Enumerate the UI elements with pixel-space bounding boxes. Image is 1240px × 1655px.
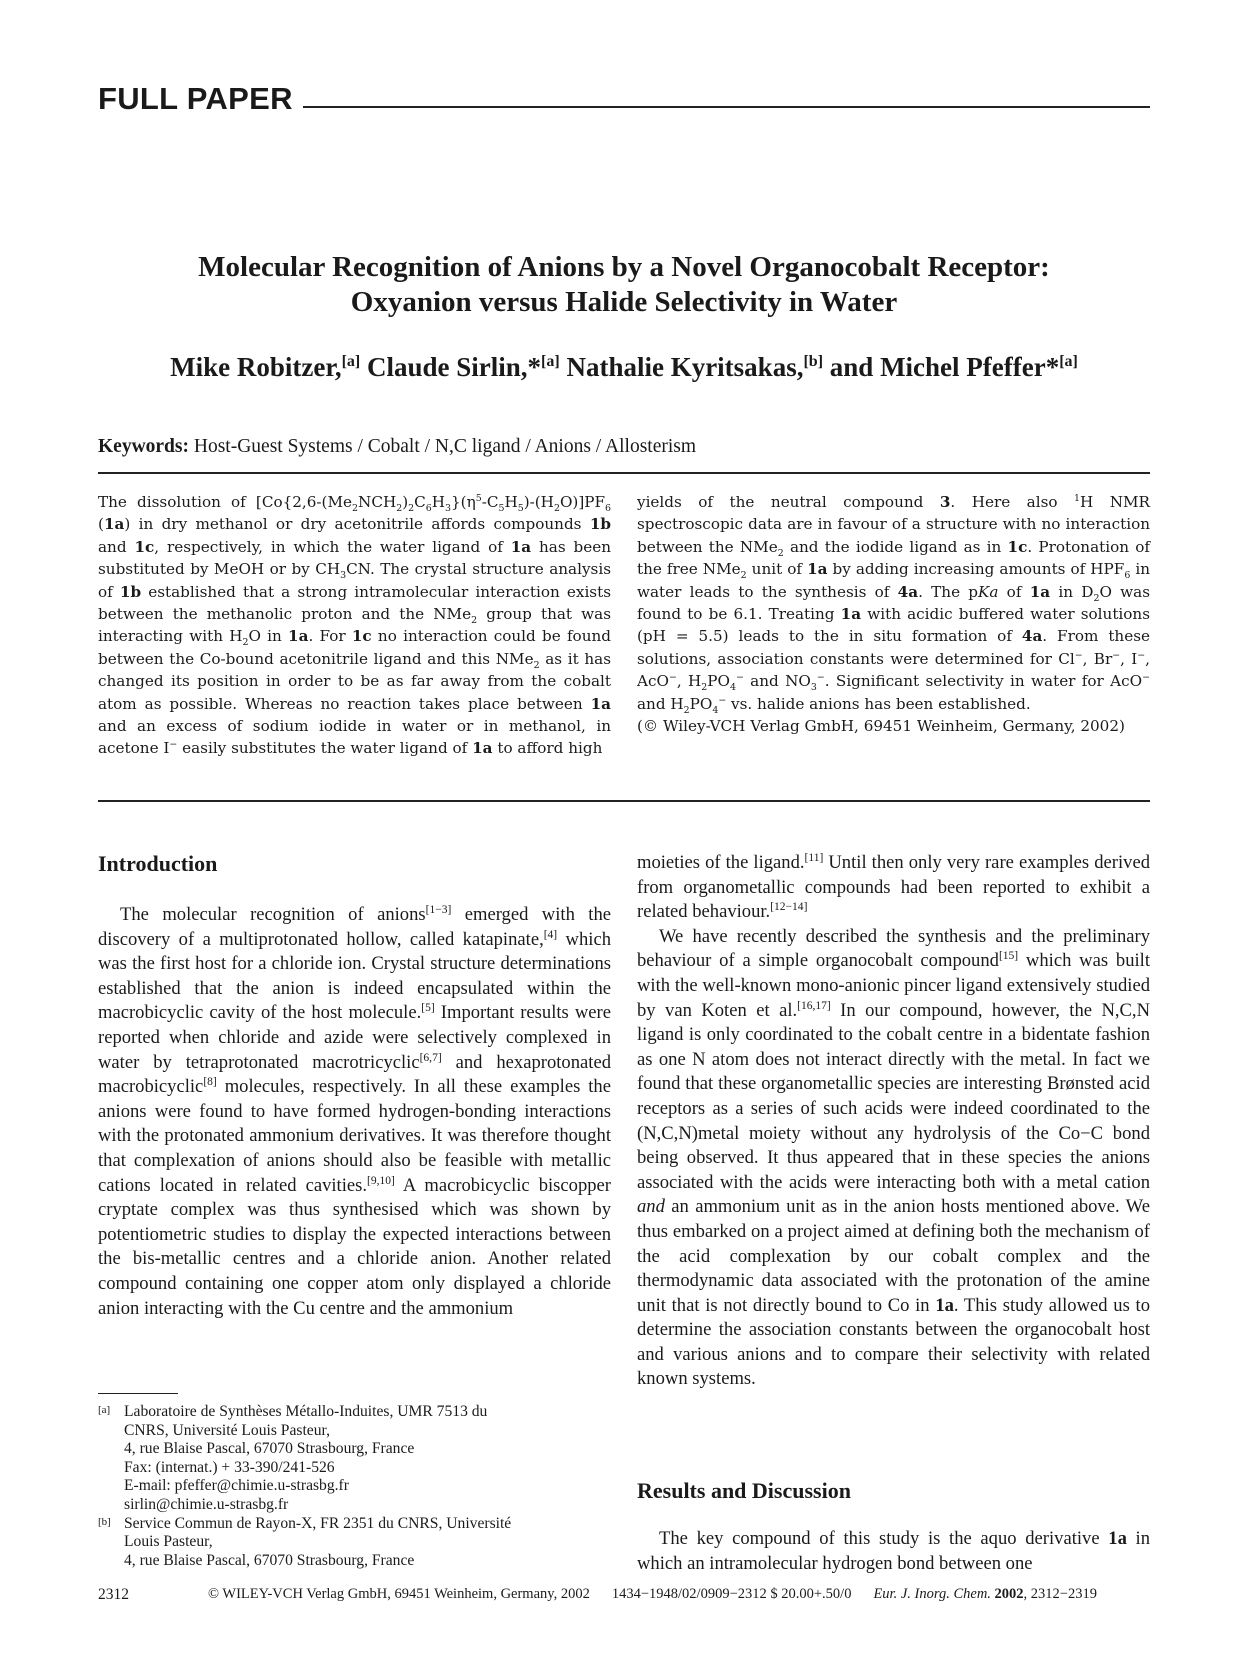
author: Claude Sirlin,*[a]	[367, 352, 560, 382]
author: Nathalie Kyritsakas,[b]	[566, 352, 824, 382]
page-footer	[98, 1586, 1150, 1604]
author-list	[98, 352, 1150, 383]
section-heading-introduction: Introduction	[98, 851, 218, 876]
footnote-b: [b] Service Commun de Rayon-X, FR 2351 du CNRS, Université Louis Pasteur, 4, rue Blaise Pascal, 67070 Strasbourg, France	[98, 1514, 512, 1569]
keywords	[98, 436, 1150, 458]
abstract-bottom-rule	[98, 800, 1150, 802]
abstract-left-column: The dissolution of $[Co\{2,6-(Me_2NCH_2)_2C_6H_3\}(\eta^5-C_5H_5)-(H_2O)]PF_6$ (1a) in dry methanol or dry acetonitrile affords compounds 1b and 1c, respectively, in which the water ligand of 1a has been substituted by MeOH or by $CH_3CN$. The crystal structure analysis of 1b established that a strong intramolecular interaction exists between the methanolic proton and the NMe$_2$ group that was interacting with $H_2O$ in 1a. For 1c no interaction could be found between the Co-bound acetonitrile ligand and this NMe$_2$ as it has changed its position in order to be as far away from the cobalt atom as possible. Whereas no reaction takes place between 1a and an excess of sodium iodide in water or in methanol, in acetone I− easily substitutes the water ligand of 1a to afford high	[98, 492, 611, 758]
author: and Michel Pfeffer*[a]	[829, 352, 1078, 382]
footnote-a: [a] Laboratoire de Synthèses Métallo-Induites, UMR 7513 du CNRS, Université Louis Pasteur, 4, rue Blaise Pascal, 67070 Strasbourg, France Fax: (internat.) + 33-390/241-526 E-mail: pfeffer@chimie.u-strasbg.fr sirlin@chimie.u-strasbg.fr	[98, 1403, 488, 1513]
article-type-label: FULL PAPER	[98, 81, 293, 116]
section-heading-results: Results and Discussion	[637, 1478, 851, 1503]
keywords-text: Host-Guest Systems / Cobalt / N,C ligand / Anions / Allosterism	[193, 436, 697, 457]
affiliation-footnotes	[98, 1393, 611, 1570]
footnote-rule	[98, 1393, 178, 1394]
footer-copyright: © WILEY-VCH Verlag GmbH, 69451 Weinheim, Germany, 2002	[208, 1586, 590, 1602]
author: Mike Robitzer,[a]	[170, 352, 361, 382]
keywords-label: Keywords:	[98, 436, 189, 457]
article-title: Molecular Recognition of Anions by a Novel Organocobalt Receptor: Oxyanion versus Halide Selectivity in Water	[198, 251, 1050, 318]
body-right-column-continued: The key compound of this study is the aquo derivative 1a in which an intramolecular hydrogen bond between one	[637, 1528, 1150, 1574]
body-left-column: The molecular recognition of anions[1−3] emerged with the discovery of a multiprotonated hollow, called katapinate,[4] which was the first host for a chloride ion. Crystal structure determinations established that the anion is indeed encapsulated within the macrobicyclic cavity of the host molecule.[5] Important results were reported when chloride and azide were selectively complexed in water by tetraprotonated macrotricyclic[6,7] and hexaprotonated macrobicyclic[8] molecules, respectively. In all these examples the anions were found to have formed hydrogen-bonding interactions with the protonated ammonium derivatives. It was therefore thought that complexation of anions should also be feasible with metallic cations located in related cavities.[9,10] A macrobicyclic biscopper cryptate complex was thus synthesised which was shown by potentiometric studies to display the expected interactions between the bis-metallic centres and a chloride anion. Another related compound containing one copper atom only displayed a chloride anion interacting with the Cu centre and the ammonium	[98, 903, 611, 1319]
abstract-right-column: yields of the neutral compound 3. Here also $^1$H NMR spectroscopic data are in favour of a structure with no interaction between the NMe$_2$ and the iodide ligand as in 1c. Protonation of the free NMe$_2$ unit of 1a by adding increasing amounts of $HPF_6$ in water leads to the synthesis of 4a. The pKa of 1a in $D_2O$ was found to be 6.1. Treating 1a with acidic buffered water solutions (pH = 5.5) leads to the in situ formation of 4a. From these solutions, association constants were determined for Cl−, Br−, I−, AcO−, $H_2PO_4^-$ and $NO_3^-$. Significant selectivity in water for AcO− and $H_2PO_4^-$ vs. halide anions has been established. (© Wiley-VCH Verlag GmbH, 69451 Weinheim, Germany, 2002)	[637, 492, 1151, 736]
footer-citation: Eur. J. Inorg. Chem. 2002, 2312−2319	[873, 1586, 1097, 1602]
abstract-top-rule	[98, 472, 1150, 474]
running-header	[98, 78, 1150, 114]
header-rule	[303, 106, 1150, 108]
footer-code: 1434−1948/02/0909−2312 $ 20.00+.50/0	[611, 1586, 852, 1602]
page-number: 2312	[98, 1586, 129, 1603]
body-right-column: moieties of the ligand.[11] Until then only very rare examples derived from organometallic compounds had been reported to exhibit a related behaviour.[12−14] We have recently described the synthesis and the preliminary behaviour of a simple organocobalt compound[15] which was built with the well-known mono-anionic pincer ligand extensively studied by van Koten et al.[16,17] In our compound, however, the N,C,N ligand is only coordinated to the cobalt centre in a bidentate fashion as one N atom does not interact directly with the metal. In fact we found that these organometallic species are interesting Brønsted acid receptors as a series of such acids were indeed coordinated to the (N,C,N)metal moiety without any hydrolysis of the Co−C bond being observed. It thus appeared that in these species the anions associated with the acids were interacting both with a metal cation and an ammonium unit as in the anion hosts mentioned above. We thus embarked on a project aimed at defining both the mechanism of the acid complexation by our cobalt complex and the thermodynamic data associated with the protonation of the amine unit that is not directly bound to Co in 1a. This study allowed us to determine the association constants between the organocobalt host and various anions and to compare their selectivity with related known systems.	[637, 851, 1150, 1390]
